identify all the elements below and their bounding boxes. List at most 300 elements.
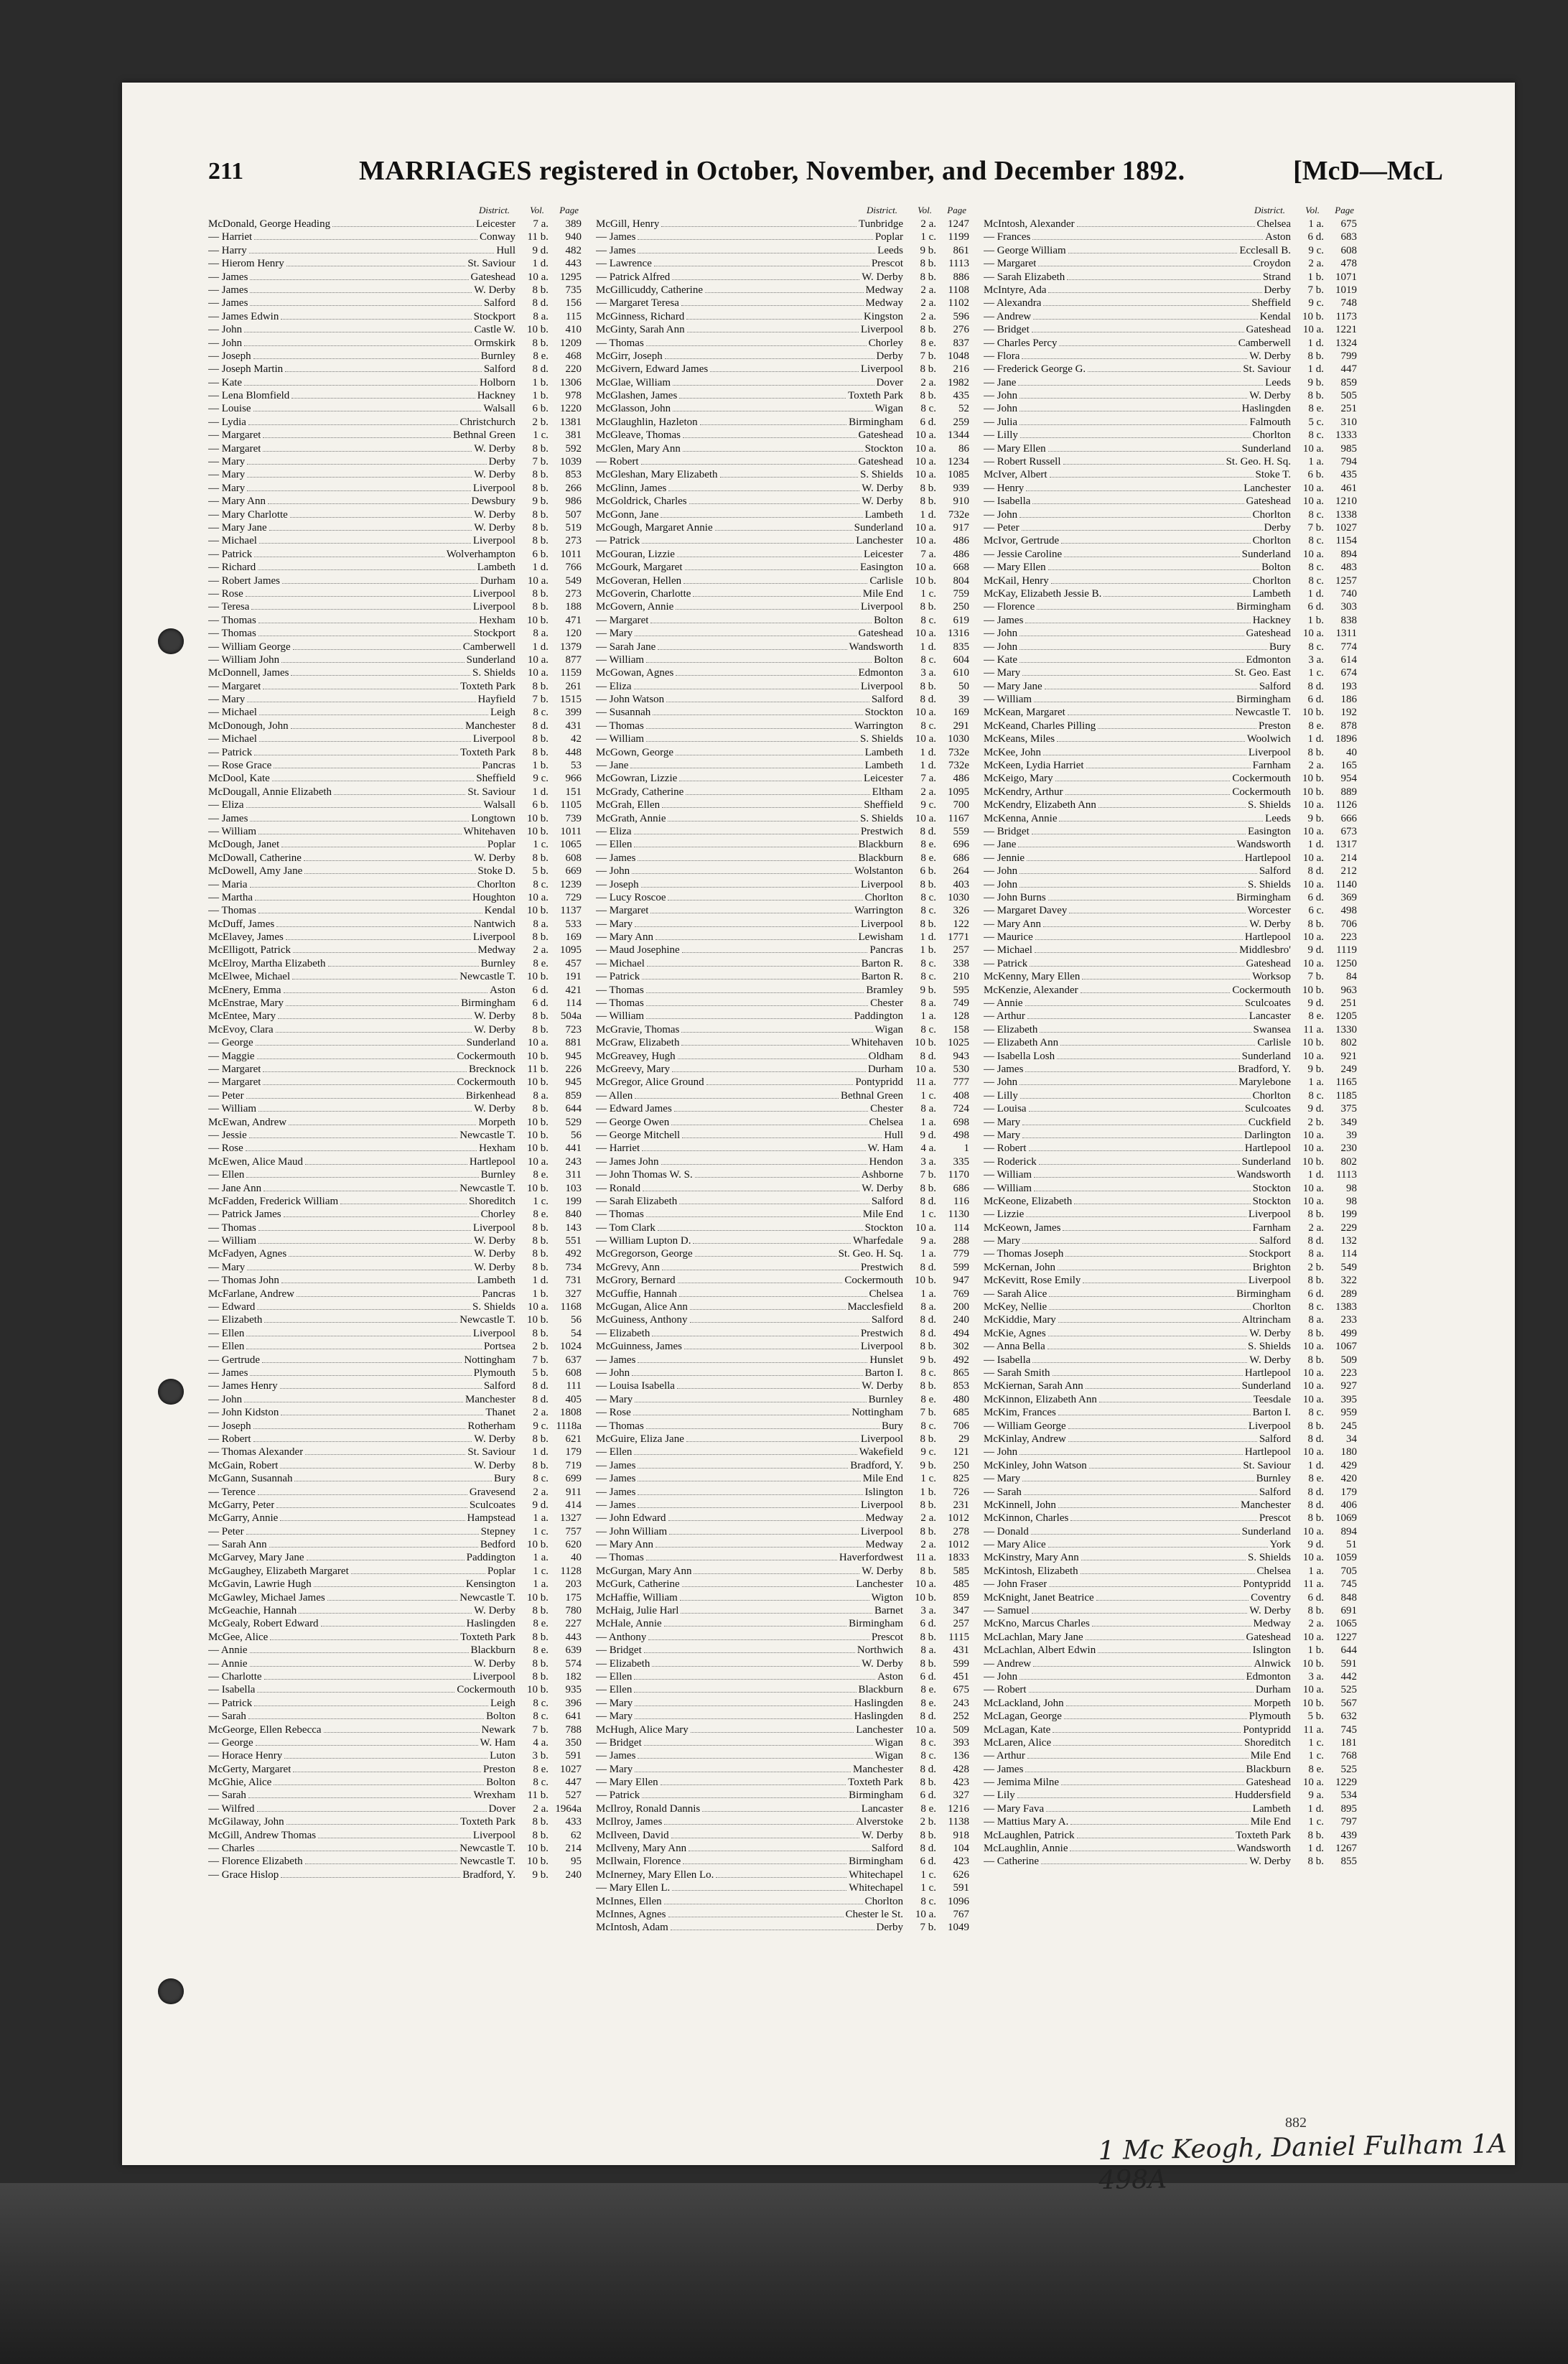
entry-vol: 1 c. (920, 587, 936, 600)
entry-district: Kendal (484, 905, 515, 917)
entry-district: Medway (477, 944, 515, 957)
entry-district: Liverpool (860, 324, 903, 336)
entry-district: Mile End (1250, 1750, 1291, 1762)
leader-dots (272, 773, 474, 781)
entry-vol: 4 a. (920, 1143, 936, 1155)
entry-vol: 2 a. (920, 376, 936, 388)
register-entry (984, 865, 1357, 878)
entry-page: 724 (953, 1103, 969, 1115)
entry-name: — Mary (208, 469, 246, 481)
entry-page: 327 (565, 1288, 582, 1300)
leader-dots (679, 391, 846, 399)
entry-vol: 8 e. (920, 337, 936, 349)
entry-page: 935 (565, 1684, 582, 1696)
register-entry (208, 482, 582, 495)
leader-dots (694, 1566, 859, 1574)
entry-name: — Mary (596, 1697, 633, 1709)
leader-dots (299, 1606, 472, 1614)
entry-vol: 10 b. (527, 1076, 549, 1089)
entry-vol: 8 c. (533, 707, 549, 719)
entry-name: — John (984, 1446, 1018, 1458)
entry-page: 431 (953, 1644, 969, 1657)
entry-page: 214 (565, 1843, 582, 1855)
entry-page: 700 (953, 799, 969, 811)
entry-vol: 10 a. (1302, 852, 1324, 864)
leader-dots (646, 338, 867, 346)
entry-page: 529 (565, 1116, 582, 1128)
entry-vol: 7 b. (920, 1169, 936, 1181)
leader-dots (677, 549, 862, 557)
entry-name: — William Lupton D. (596, 1235, 691, 1247)
entry-district: W. Ham (867, 1143, 903, 1155)
column-header-page: Page (1335, 205, 1354, 215)
entry-district: Gateshead (1246, 324, 1291, 336)
entry-page: 1011 (560, 825, 582, 837)
entry-page: 193 (1340, 680, 1357, 692)
leader-dots (710, 364, 859, 372)
entry-vol: 8 d. (1307, 680, 1324, 692)
register-entry (208, 561, 582, 574)
entry-page: 439 (1340, 1829, 1357, 1841)
entry-vol: 10 a. (1302, 1341, 1324, 1353)
entry-name: — Michael (208, 707, 257, 719)
entry-district: Newcastle T. (459, 1856, 515, 1868)
leader-dots (1045, 681, 1257, 689)
register-entry (596, 1195, 969, 1208)
entry-vol: 8 c. (920, 1420, 936, 1432)
entry-district: Stockton (864, 442, 903, 455)
register-entry (984, 799, 1357, 811)
register-entry (208, 376, 582, 389)
entry-vol: 8 b. (1307, 1829, 1324, 1841)
entry-vol: 8 b. (532, 1605, 549, 1617)
entry-name: McKiddie, Mary (984, 1314, 1056, 1326)
entry-page: 116 (953, 1195, 969, 1207)
leader-dots (293, 1764, 481, 1772)
entry-name: — John (596, 1367, 630, 1379)
register-entry (208, 653, 582, 666)
entry-page: 723 (565, 1023, 582, 1036)
register-entry (596, 1512, 969, 1525)
entry-name: — Harry (208, 244, 247, 256)
entry-vol: 9 d. (532, 244, 549, 256)
entry-page: 483 (1340, 562, 1357, 574)
register-entry (596, 1446, 969, 1458)
entry-vol: 8 d. (532, 1393, 549, 1405)
register-entry (984, 350, 1357, 363)
leader-dots (351, 1566, 485, 1574)
entry-vol: 9 d. (1307, 1103, 1324, 1115)
entry-vol: 6 d. (1307, 1591, 1324, 1604)
register-entry (208, 363, 582, 376)
leader-dots (334, 787, 465, 795)
entry-name: — Florence Elizabeth (208, 1856, 303, 1868)
entry-name: — Margaret (208, 1064, 261, 1075)
entry-vol: 8 b. (1307, 1327, 1324, 1339)
register-entry (596, 641, 969, 653)
entry-vol: 8 d. (1307, 865, 1324, 878)
entry-district: Liverpool (860, 1341, 903, 1353)
register-entry (596, 482, 969, 495)
entry-name: — Grace Hislop (208, 1869, 279, 1881)
register-entry (596, 548, 969, 561)
entry-district: Gateshead (1246, 1777, 1291, 1789)
leader-dots (256, 1038, 465, 1046)
register-entry (596, 772, 969, 785)
entry-page: 608 (565, 852, 582, 864)
entry-district: Leicester (864, 548, 903, 560)
entry-page: 1113 (1336, 1169, 1357, 1181)
leader-dots (1047, 1341, 1246, 1349)
entry-district: Birkenhead (465, 1089, 515, 1102)
entry-name: — Robert James (208, 574, 280, 587)
entry-name: — Michael (208, 733, 257, 745)
entry-page: 84 (1346, 971, 1357, 983)
leader-dots (328, 959, 479, 967)
leader-dots (305, 1157, 467, 1165)
register-entry (984, 257, 1357, 270)
entry-district: Prescot (1259, 1512, 1291, 1525)
register-entry (596, 1261, 969, 1274)
entry-name: — John (984, 508, 1018, 521)
register-entry (208, 1182, 582, 1195)
entry-page: 1306 (560, 376, 582, 388)
register-entry (208, 1459, 582, 1472)
entry-vol: 9 a. (920, 1235, 936, 1247)
entry-district: Nantwich (473, 918, 515, 930)
entry-name: — Michael (596, 957, 645, 969)
entry-vol: 2 a. (533, 944, 549, 957)
entry-name: — Samuel (984, 1605, 1030, 1617)
register-entry (208, 865, 582, 878)
entry-name: McLaughlen, Patrick (984, 1829, 1075, 1841)
entry-district: Cockermouth (1232, 786, 1291, 798)
entry-district: Plymouth (473, 1367, 515, 1379)
entry-page: 619 (953, 614, 969, 626)
entry-vol: 10 a. (1302, 799, 1324, 811)
entry-vol: 2 a. (1308, 258, 1324, 270)
entry-page: 604 (953, 653, 969, 666)
entry-name: — Mary Ellen (596, 1777, 658, 1789)
register-entry (984, 1565, 1357, 1578)
entry-name: — Patrick (596, 1790, 640, 1802)
leader-dots (1027, 1011, 1247, 1019)
entry-page: 186 (1340, 694, 1357, 706)
entry-name: McKinley, John Watson (984, 1459, 1087, 1471)
entry-vol: 8 d. (920, 1763, 936, 1775)
entry-district: Leicester (476, 218, 515, 230)
entry-vol: 10 b. (527, 825, 549, 837)
entry-page: 673 (1340, 825, 1357, 837)
entry-page: 393 (953, 1736, 969, 1749)
entry-name: — John Watson (596, 694, 665, 706)
register-entry (984, 1591, 1357, 1604)
leader-dots (1086, 1632, 1244, 1640)
register-entry (208, 641, 582, 653)
entry-page: 311 (566, 1169, 582, 1181)
entry-page: 699 (565, 1473, 582, 1485)
entry-district: Worcester (1247, 905, 1291, 917)
register-entry (208, 350, 582, 363)
register-entry (984, 1697, 1357, 1710)
entry-vol: 6 d. (532, 997, 549, 1010)
register-entry (984, 1776, 1357, 1789)
entry-district: Paddington (466, 1552, 515, 1564)
register-entry (984, 1116, 1357, 1129)
leader-dots (695, 1170, 859, 1178)
entry-district: W. Derby (862, 482, 903, 494)
entry-name: — Anna Bella (984, 1341, 1045, 1353)
entry-vol: 10 a. (915, 429, 936, 442)
leader-dots (307, 1553, 465, 1560)
register-entry (984, 1446, 1357, 1458)
register-entry (596, 1182, 969, 1195)
register-entry (596, 1723, 969, 1736)
entry-name: — Mary (596, 628, 633, 640)
leader-dots (646, 1553, 837, 1560)
entry-district: Stepney (480, 1525, 515, 1537)
register-entry (596, 1683, 969, 1696)
entry-page: 34 (1346, 1433, 1357, 1445)
entry-page: 121 (953, 1446, 969, 1458)
register-entry (596, 1591, 969, 1604)
entry-name: McGourk, Margaret (596, 562, 683, 574)
register-entry (984, 1802, 1357, 1815)
leader-dots (1033, 312, 1257, 320)
entry-page: 1119 (1336, 944, 1357, 957)
register-entry (208, 984, 582, 997)
register-entry (208, 1749, 582, 1762)
register-entry (984, 416, 1357, 429)
leader-dots (671, 1117, 867, 1125)
register-entry (596, 1763, 969, 1776)
leader-dots (1024, 1487, 1257, 1495)
entry-page: 621 (565, 1433, 582, 1445)
entry-page: 251 (1340, 403, 1357, 415)
entry-page: 468 (565, 350, 582, 362)
register-entry (208, 1313, 582, 1326)
entry-page: 39 (958, 694, 969, 706)
leader-dots (693, 589, 860, 597)
entry-name: McKintosh, Elizabeth (984, 1565, 1078, 1577)
entry-page: 674 (1340, 667, 1357, 679)
entry-name: — Margaret (596, 614, 649, 626)
entry-vol: 8 b. (532, 337, 549, 349)
leader-dots (635, 1698, 851, 1706)
entry-name: — Mary Ann (208, 495, 266, 508)
entry-district: Ashborne (861, 1169, 903, 1181)
entry-name: McLagan, George (984, 1711, 1062, 1723)
entry-name: — Frederick George G. (984, 363, 1086, 376)
entry-vol: 8 d. (1307, 1499, 1324, 1511)
entry-vol: 10 a. (527, 1155, 549, 1168)
register-entry (596, 759, 969, 772)
register-entry (596, 799, 969, 811)
leader-dots (638, 1487, 862, 1495)
entry-page: 549 (565, 574, 582, 587)
entry-vol: 2 a. (920, 786, 936, 798)
entry-vol: 8 b. (1307, 1209, 1324, 1221)
entry-vol: 1 c. (533, 839, 549, 851)
register-entry (208, 1393, 582, 1406)
entry-vol: 9 c. (533, 1420, 549, 1432)
entry-name: — Henry (984, 482, 1025, 494)
register-entry (596, 1895, 969, 1908)
leader-dots (249, 246, 495, 253)
entry-vol: 8 b. (920, 390, 936, 402)
entry-district: St. Geo. East (1234, 667, 1291, 679)
entry-vol: 9 b. (920, 1459, 936, 1471)
register-entry (596, 1379, 969, 1392)
entry-page: 151 (565, 786, 582, 798)
leader-dots (1035, 932, 1243, 940)
register-entry (984, 1512, 1357, 1525)
leader-dots (658, 642, 846, 650)
entry-district: Preston (483, 1763, 515, 1775)
entry-name: — John (596, 865, 630, 878)
entry-district: Cockermouth (844, 1275, 903, 1287)
leader-dots (661, 219, 857, 227)
entry-district: Oldham (868, 1050, 903, 1062)
entry-page: 322 (1340, 1275, 1357, 1287)
entry-vol: 10 a. (1302, 1525, 1324, 1537)
entry-name: — Lydia (208, 416, 246, 428)
register-entry (208, 1829, 582, 1842)
entry-name: McGowran, Lizzie (596, 773, 678, 785)
entry-vol: 8 e. (533, 957, 549, 969)
entry-vol: 8 a. (533, 918, 549, 930)
register-entry (596, 1367, 969, 1379)
register-entry (208, 1538, 582, 1551)
register-entry (596, 680, 969, 693)
entry-vol: 10 a. (915, 1723, 936, 1736)
register-entry (596, 1116, 969, 1129)
leader-dots (1083, 1275, 1246, 1283)
register-entry (208, 1472, 582, 1485)
register-entry (984, 1842, 1357, 1855)
leader-dots (716, 1870, 846, 1878)
register-entry (208, 1525, 582, 1538)
entry-district: Liverpool (472, 931, 515, 944)
entry-vol: 10 b. (527, 1684, 549, 1696)
leader-dots (1057, 1051, 1240, 1059)
leader-dots (257, 1051, 455, 1059)
register-entry (208, 508, 582, 521)
entry-page: 749 (953, 997, 969, 1010)
leader-dots (246, 1527, 479, 1535)
entry-page: 54 (571, 1327, 582, 1339)
entry-page: 132 (1340, 1235, 1357, 1247)
entry-district: Medway (865, 1512, 903, 1525)
entry-district: Liverpool (472, 1221, 515, 1234)
register-column-1 (208, 205, 582, 2100)
leader-dots (1053, 1738, 1242, 1746)
entry-district: Liverpool (1248, 1275, 1291, 1287)
entry-district: Chorlton (864, 1895, 903, 1907)
entry-vol: 8 b. (532, 1261, 549, 1273)
entry-vol: 11 b. (527, 1790, 549, 1802)
entry-name: — Bridget (596, 1644, 642, 1657)
entry-vol: 10 b. (1302, 310, 1324, 322)
leader-dots (1053, 1368, 1243, 1376)
leader-dots (1058, 1407, 1251, 1415)
register-entry (984, 1433, 1357, 1446)
entry-page: 1048 (948, 350, 969, 362)
entry-district: Cockermouth (1232, 984, 1291, 996)
entry-page: 894 (1340, 548, 1357, 560)
entry-district: Sunderland (1241, 1380, 1291, 1392)
register-entry (984, 1789, 1357, 1802)
entry-page: 103 (565, 1182, 582, 1194)
entry-district: Stoke T. (1255, 469, 1291, 481)
leader-dots (684, 1341, 859, 1349)
register-entry (208, 231, 582, 243)
entry-vol: 8 b. (1307, 1354, 1324, 1366)
leader-dots (638, 1461, 848, 1469)
register-entry (208, 1142, 582, 1155)
entry-district: Hartlepool (1244, 1446, 1291, 1458)
entry-name: — John (984, 878, 1018, 890)
column-header-district: District. (867, 205, 897, 215)
leader-dots (247, 483, 471, 491)
entry-district: Lanchester (1243, 482, 1291, 494)
entry-district: Hendon (869, 1155, 903, 1168)
entry-district: Sunderland (1241, 1050, 1291, 1062)
register-entry (208, 1683, 582, 1696)
entry-name: McGouran, Lizzie (596, 548, 675, 560)
entry-page: 745 (1340, 1723, 1357, 1736)
register-entry (596, 891, 969, 904)
entry-district: Hexham (479, 1143, 515, 1155)
register-entry (208, 495, 582, 508)
register-entry (984, 455, 1357, 468)
leader-dots (291, 391, 475, 399)
leader-dots (1049, 1302, 1250, 1310)
leader-dots (673, 378, 874, 386)
entry-page: 431 (565, 720, 582, 732)
entry-district: Hartlepool (1244, 852, 1291, 864)
entry-name: — Wilfred (208, 1802, 255, 1815)
entry-name: — George Owen (596, 1116, 670, 1128)
entry-district: Leeds (1265, 376, 1291, 388)
entry-district: Holborn (480, 376, 515, 388)
entry-district: W. Derby (1249, 918, 1291, 930)
register-entry (596, 970, 969, 983)
entry-page: 1137 (560, 905, 582, 917)
entry-vol: 11 b. (527, 1064, 549, 1075)
entry-district: Cockermouth (1232, 773, 1291, 785)
entry-district: Hexham (479, 614, 515, 626)
entry-district: Lambeth (1252, 1802, 1291, 1815)
entry-name: — Mary (984, 1116, 1021, 1128)
entry-vol: 1 d. (920, 746, 936, 758)
entry-name: — Donald (984, 1525, 1029, 1537)
register-entry (596, 1102, 969, 1115)
entry-district: Stockton (1252, 1182, 1291, 1194)
entry-district: Poplar (487, 1565, 515, 1577)
entry-district: Derby (1264, 521, 1291, 534)
entry-district: Newcastle T. (459, 1314, 515, 1326)
entry-vol: 8 b. (532, 733, 549, 745)
entry-vol: 9 c. (920, 1446, 936, 1458)
entry-name: McGaughey, Elizabeth Margaret (208, 1565, 349, 1577)
entry-name: — George William (984, 244, 1066, 256)
leader-dots (1059, 338, 1236, 346)
entry-district: Chorlton (1252, 1301, 1291, 1313)
register-entry (984, 574, 1357, 587)
entry-vol: 8 b. (920, 324, 936, 336)
entry-vol: 10 a. (527, 271, 549, 283)
